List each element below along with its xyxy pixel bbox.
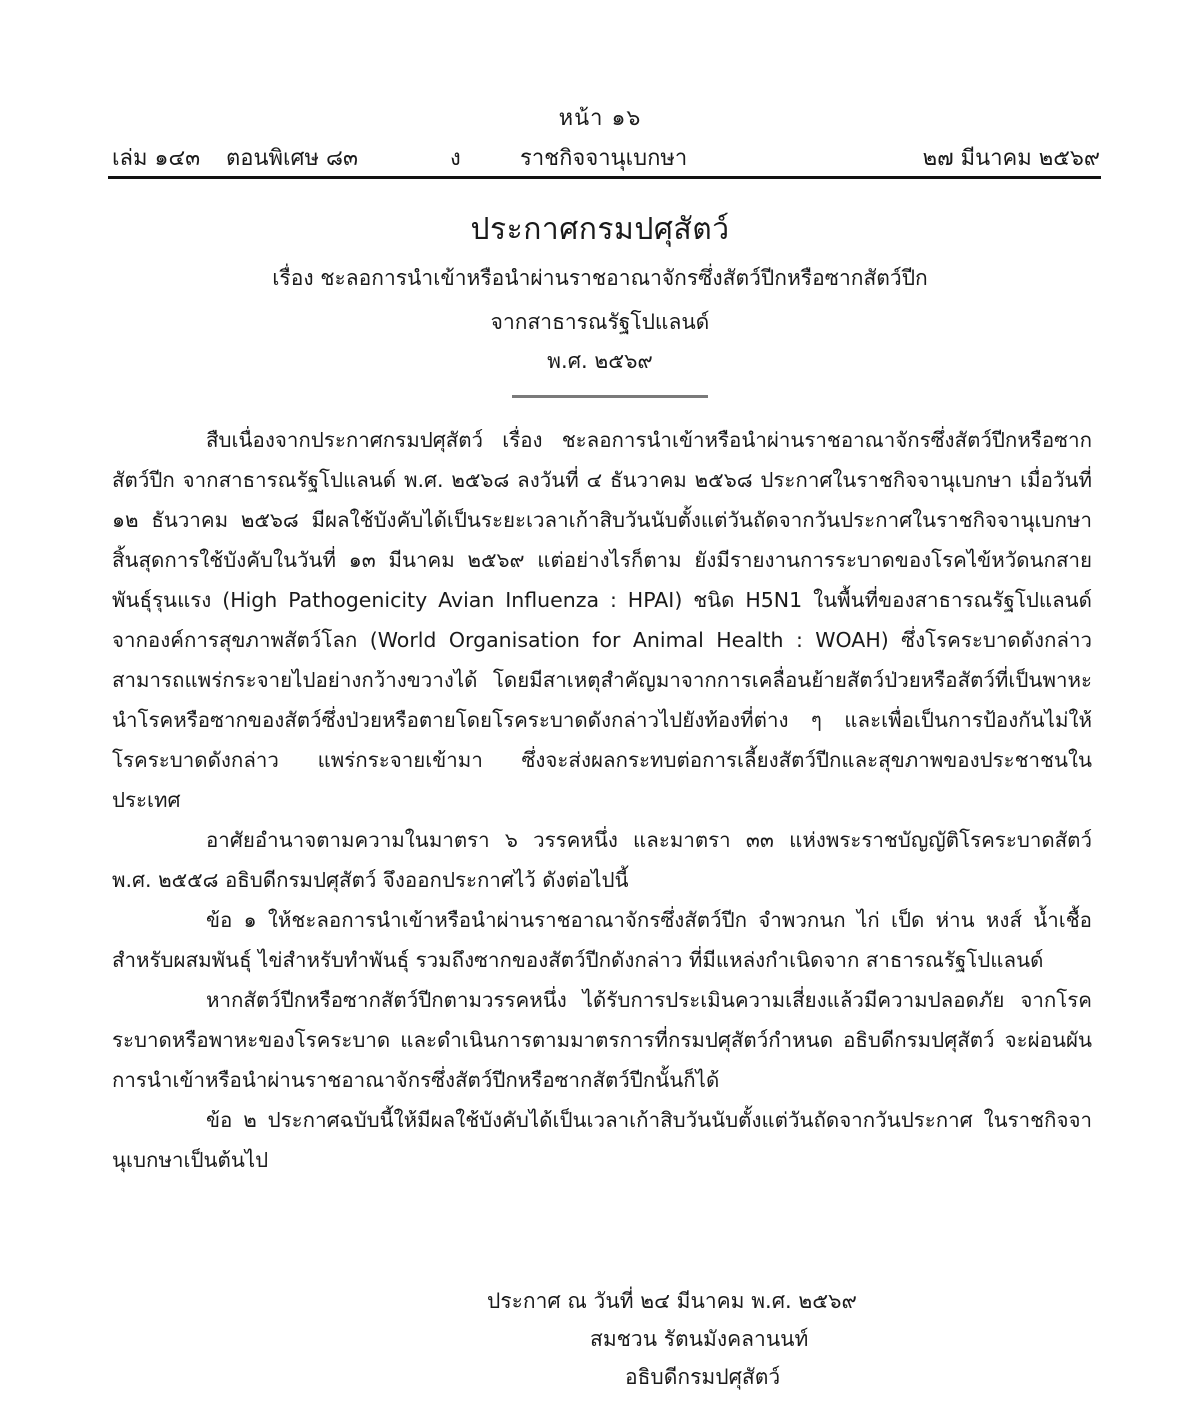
document-subject: เรื่อง ชะลอการนำเข้าหรือนำผ่านราชอาณาจักรซึ่งสัตว์ปีกหรือซากสัตว์ปีก [272, 266, 928, 290]
announcement-date: ประกาศ ณ วันที่ ๒๔ มีนาคม พ.ศ. ๒๕๖๙ [487, 1289, 857, 1313]
issue-number: ตอนพิเศษ ๘๓ [226, 146, 359, 171]
paragraph-clause-2: ข้อ ๒ ประกาศฉบับนี้ให้มีผลใช้บังคับได้เป็นเวลาเก้าสิบวันนับตั้งแต่วันถัดจากวันประกาศ ในราชกิจจานุเบกษาเป็นต้นไป [112, 1108, 1092, 1172]
document-subject-line2: จากสาธารณรัฐโปแลนด์ [490, 310, 710, 334]
header-divider [108, 176, 1101, 179]
signer-title: อธิบดีกรมปศุสัตว์ [625, 1365, 781, 1389]
section-letter: ง [450, 146, 461, 171]
publication-name: ราชกิจจานุเบกษา [520, 146, 688, 171]
document-year: พ.ศ. ๒๕๖๙ [547, 349, 653, 373]
gazette-header [112, 140, 1100, 170]
paragraph-background: สืบเนื่องจากประกาศกรมปศุสัตว์ เรื่อง ชะลอการนำเข้าหรือนำผ่านราชอาณาจักรซึ่งสัตว์ปีกหรือซากสัตว์ปีก จากสาธารณรัฐโปแลนด์ พ.ศ. ๒๕๖๘ ลงวันที่ ๔ ธันวาคม ๒๕๖๘ ประกาศในราชกิจจานุเบกษา เมื่อวันที่ ๑๒ ธันวาคม ๒๕๖๘ มีผลใช้บังคับได้เป็นระยะเวลาเก้าสิบวันนับตั้งแต่วันถัดจากวันประกาศในราชกิจจานุเบกษา สิ้นสุดการใช้บังคับในวันที่ ๑๓ มีนาคม ๒๕๖๙ แต่อย่างไรก็ตาม ยังมีรายงานการระบาดของโรคไข้หวัดนกสายพันธุ์รุนแรง (High Pathogenicity Avian Influenza : HPAI) ชนิด H5N1 ในพื้นที่ของสาธารณรัฐโปแลนด์ จากองค์การสุขภาพสัตว์โลก (World Organisation for Animal Health : WOAH) ซึ่งโรคระบาดดังกล่าวสามารถแพร่กระจายไปอย่างกว้างขวางได้ โดยมีสาเหตุสำคัญมาจากการเคลื่อนย้ายสัตว์ป่วยหรือสัตว์ที่เป็นพาหะนำโรคหรือซากของสัตว์ซึ่งป่วยหรือตายโดยโรคระบาดดังกล่าวไปยังท้องที่ต่าง ๆ และเพื่อเป็นการป้องกันไม่ให้โรคระบาดดังกล่าว แพร่กระจายเข้ามา ซึ่งจะส่งผลกระทบต่อการเลี้ยงสัตว์ปีกและสุขภาพของประชาชนในประเทศ [112, 428, 1092, 812]
paragraph-authority: อาศัยอำนาจตามความในมาตรา ๖ วรรคหนึ่ง และมาตรา ๓๓ แห่งพระราชบัญญัติโรคระบาดสัตว์ พ.ศ. ๒๕๕๘ อธิบดีกรมปศุสัตว์ จึงออกประกาศไว้ ดังต่อไปนี้ [112, 828, 1092, 892]
publication-date: ๒๗ มีนาคม ๒๕๖๙ [922, 146, 1100, 171]
page-number: หน้า ๑๖ [558, 106, 642, 131]
volume-number: เล่ม ๑๔๓ [112, 146, 201, 171]
paragraph-clause-1: ข้อ ๑ ให้ชะลอการนำเข้าหรือนำผ่านราชอาณาจักรซึ่งสัตว์ปีก จำพวกนก ไก่ เป็ด ห่าน หงส์ น้ำเชื้อสำหรับผสมพันธุ์ ไข่สำหรับทำพันธุ์ รวมถึงซากของสัตว์ปีกดังกล่าว ที่มีแหล่งกำเนิดจาก สาธารณรัฐโปแลนด์ [112, 908, 1092, 972]
title-divider [512, 395, 708, 398]
paragraph-exemption: หากสัตว์ปีกหรือซากสัตว์ปีกตามวรรคหนึ่ง ได้รับการประเมินความเสี่ยงแล้วมีความปลอดภัย จากโรคระบาดหรือพาหะของโรคระบาด และดำเนินการตามมาตรการที่กรมปศุสัตว์กำหนด อธิบดีกรมปศุสัตว์ จะผ่อนผันการนำเข้าหรือนำผ่านราชอาณาจักรซึ่งสัตว์ปีกหรือซากสัตว์ปีกนั้นก็ได้ [112, 988, 1092, 1092]
signer-name: สมชวน รัตนมังคลานนท์ [590, 1327, 809, 1351]
document-title: ประกาศกรมปศุสัตว์ [470, 212, 730, 247]
document-body [112, 420, 1092, 1180]
